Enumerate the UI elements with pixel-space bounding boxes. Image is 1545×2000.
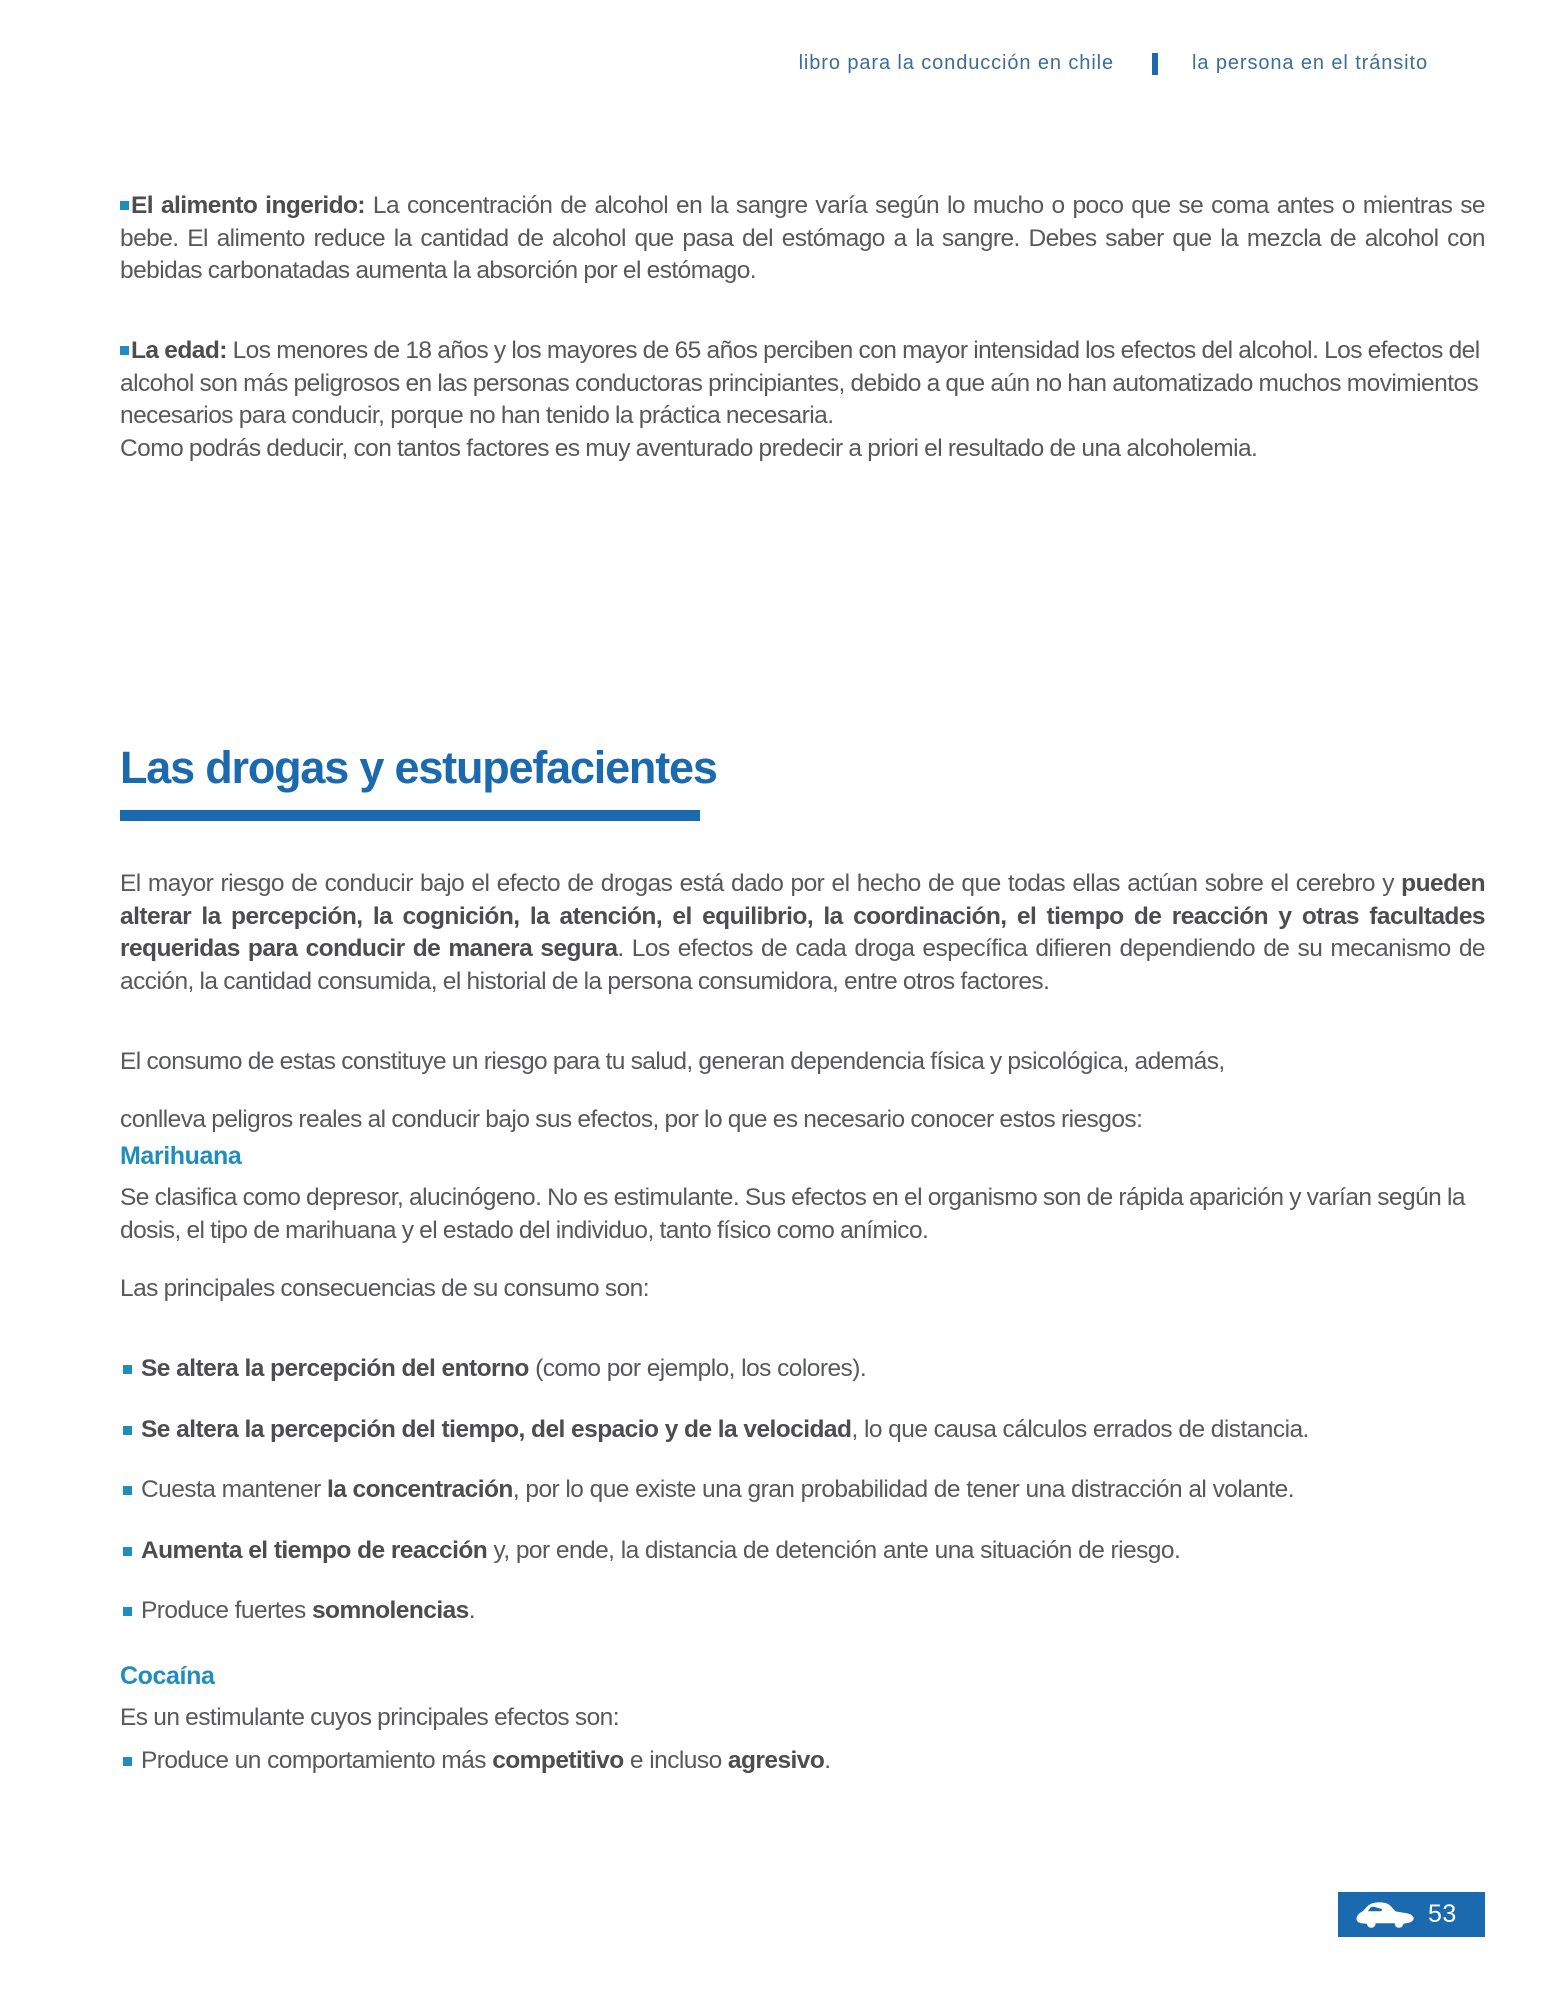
- list-item-rest: (como por ejemplo, los colores).: [528, 1355, 867, 1382]
- intro-item-edad-body: Los menores de 18 años y los mayores de 65 años perciben con mayor intensidad los efectos del alcohol. Los efectos del alcohol son más peligrosos en las personas conductoras principiantes, debido a que aún no han automatizado muchos movimientos necesarios para conducir, porque no han tenido la práctica necesaria.: [120, 337, 1480, 430]
- list-item: [120, 1414, 1485, 1447]
- car-icon: [1356, 1902, 1414, 1928]
- intro-item-alimento-text: [120, 190, 1485, 288]
- marihuana-intro-block: [120, 1182, 1485, 1247]
- list-item-bold: Se altera la percepción del tiempo, del espacio y de la velocidad: [141, 1415, 852, 1443]
- section-p2-line1: El consumo de estas constituye un riesgo para tu salud, generan dependencia física y psicológica, además,: [120, 1048, 1225, 1075]
- cocaina-intro-block: [120, 1702, 1485, 1735]
- intro-closing-text: Como podrás deducir, con tantos factores es muy aventurado predecir a priori el resultado de una alcoholemia.: [120, 434, 1258, 462]
- list-item-mid: e incluso: [623, 1747, 728, 1774]
- list-item-rest: , lo que causa cálculos errados de distancia.: [851, 1415, 1309, 1443]
- marihuana-subhead: Marihuana: [120, 1142, 242, 1170]
- marihuana-intro-text: Se clasifica como depresor, alucinógeno. No es estimulante. Sus efectos en el organismo son de rápida aparición y varían según la dosis, el tipo de marihuana y el estado del individuo, tanto físico como anímico.: [120, 1184, 1465, 1244]
- square-bullet-icon: [123, 1426, 132, 1435]
- cocaina-subhead: Cocaína: [120, 1662, 215, 1690]
- header-chapter-title: la persona en el tránsito: [1192, 52, 1428, 74]
- list-item: [120, 1353, 1485, 1386]
- list-item-text: [141, 1595, 475, 1628]
- marihuana-bullet-list: [120, 1353, 1485, 1656]
- intro-item-edad: [120, 335, 1485, 465]
- section-p2-line2: conlleva peligros reales al conducir bajo sus efectos, por lo que es necesario conocer estos riesgos:: [120, 1105, 1143, 1133]
- list-item: [120, 1745, 1485, 1778]
- section-p1-part-a: El mayor riesgo de conducir bajo el efecto de drogas está dado por el hecho de que todas ellas actúan sobre el cerebro y: [120, 870, 1402, 897]
- header-book-title: libro para la conducción en chile: [798, 52, 1115, 74]
- list-item-text: [141, 1745, 831, 1778]
- list-item: [120, 1535, 1485, 1568]
- list-item-text: [141, 1535, 1180, 1568]
- list-item: [120, 1595, 1485, 1628]
- section-p1-bold: pueden alterar la percepción, la cognición, la atención, el equilibrio, la coordinación, el tiempo de reacción y otras facultades requeridas para conducir de manera segura: [120, 870, 1485, 963]
- list-item-rest: .: [468, 1597, 476, 1625]
- square-bullet-icon: [123, 1607, 132, 1616]
- square-bullet-icon: [123, 1486, 132, 1495]
- square-bullet-icon: [123, 1757, 132, 1766]
- list-item-rest: .: [824, 1747, 831, 1774]
- square-bullet-icon: [123, 1547, 132, 1556]
- list-item-text: [141, 1474, 1294, 1507]
- list-item-text: [141, 1414, 1309, 1447]
- section-heading-block: [120, 742, 1485, 821]
- intro-item-alimento: [120, 190, 1485, 288]
- intro-item-alimento-lead: El alimento ingerido:: [131, 192, 366, 219]
- square-bullet-icon: [120, 346, 129, 355]
- marihuana-subhead-block: [120, 1143, 1485, 1171]
- page-header: [799, 52, 1428, 75]
- list-item-rest: , por lo que existe una gran probabilidad de tener una distracción al volante.: [512, 1476, 1294, 1504]
- list-item-rest: y, por ende, la distancia de detención ante una situación de riesgo.: [487, 1536, 1181, 1564]
- list-item-bold-2: agresivo: [727, 1747, 825, 1774]
- intro-item-edad-lead: La edad:: [131, 337, 227, 364]
- list-item-pre: Cuesta mantener: [141, 1476, 327, 1504]
- list-item-bold: la concentración: [326, 1476, 513, 1504]
- intro-item-alimento-body: La concentración de alcohol en la sangre varía según lo mucho o poco que se coma antes o mientras se bebe. El alimento reduce la cantidad de alcohol que pasa del estómago a la sangre. Debes saber que la mezcla de alcohol con bebidas carbonatadas aumenta la absorción por el estómago.: [120, 192, 1485, 285]
- intro-item-edad-text: [120, 335, 1485, 433]
- section-p1-part-c: . Los efectos de cada droga específica difieren dependiendo de su mecanismo de acción, la cantidad consumida, el historial de la persona consumidora, entre otros factores.: [120, 935, 1485, 995]
- cocaina-subhead-block: [120, 1663, 1485, 1691]
- section-title-rule: [120, 810, 700, 821]
- list-item-pre: Produce un comportamiento más: [141, 1747, 493, 1774]
- marihuana-leadin-block: [120, 1273, 1485, 1306]
- square-bullet-icon: [120, 201, 129, 210]
- section-paragraph-1-text: [120, 868, 1485, 998]
- list-item: [120, 1474, 1485, 1507]
- header-separator-icon: [1152, 53, 1158, 75]
- cocaina-bullet-list: [120, 1745, 1485, 1806]
- marihuana-leadin-text: Las principales consecuencias de su consumo son:: [120, 1275, 649, 1302]
- list-item-bold: competitivo: [492, 1747, 624, 1774]
- list-item-bold: somnolencias: [311, 1597, 469, 1625]
- section-paragraph-2: [120, 1046, 1485, 1136]
- list-item-bold: Aumenta el tiempo de reacción: [141, 1536, 488, 1564]
- list-item-text: [141, 1353, 866, 1386]
- list-item-pre: Produce fuertes: [141, 1597, 312, 1625]
- page-number: 53: [1428, 1900, 1457, 1928]
- section-title: Las drogas y estupefacientes: [120, 742, 717, 793]
- section-paragraph-1: [120, 868, 1485, 998]
- square-bullet-icon: [123, 1365, 132, 1374]
- page-number-badge: [1338, 1892, 1485, 1937]
- cocaina-intro-text: Es un estimulante cuyos principales efectos son:: [120, 1704, 619, 1731]
- list-item-bold: Se altera la percepción del entorno: [141, 1355, 529, 1382]
